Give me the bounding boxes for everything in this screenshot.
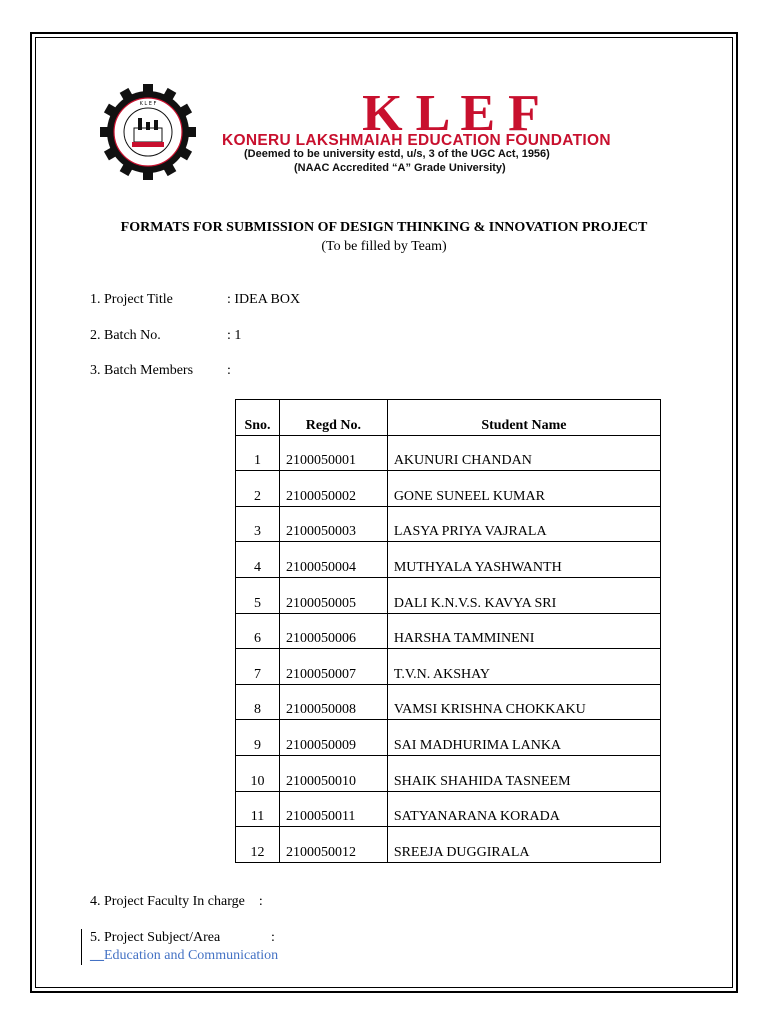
cell-sno: 9	[236, 720, 280, 756]
document-subtitle: (To be filled by Team)	[321, 239, 447, 254]
cell-regd-no: 2100050001	[279, 435, 387, 471]
tracked-change-bar	[81, 929, 82, 965]
table-row	[236, 506, 661, 542]
cell-sno: 8	[236, 684, 280, 720]
batch-no-field	[90, 328, 242, 344]
project-subject-value	[90, 948, 278, 964]
cell-sno: 12	[236, 827, 280, 863]
university-seal-logo	[84, 84, 216, 180]
table-row	[236, 755, 661, 791]
cell-student-name: LASYA PRIYA VAJRALA	[387, 506, 660, 542]
klef-wordmark	[328, 86, 574, 136]
cell-student-name: HARSHA TAMMINENI	[387, 613, 660, 649]
organization-subtitle-naac: (NAAC Accredited “A” Grade University)	[294, 162, 506, 174]
cell-student-name: SATYANARANA KORADA	[387, 791, 660, 827]
cell-student-name: SHAIK SHAHIDA TASNEEM	[387, 755, 660, 791]
project-subject-colon: :	[271, 930, 275, 945]
column-header-student-name: Student Name	[387, 400, 660, 436]
organization-name: KONERU LAKSHMAIAH EDUCATION FOUNDATION	[222, 132, 611, 149]
header-logo-area	[84, 84, 684, 184]
cell-regd-no: 2100050010	[279, 755, 387, 791]
cell-student-name: DALI K.N.V.S. KAVYA SRI	[387, 577, 660, 613]
project-title-value: : IDEA BOX	[227, 292, 301, 307]
cell-student-name: SREEJA DUGGIRALA	[387, 827, 660, 863]
batch-members-table	[235, 399, 661, 863]
cell-student-name: MUTHYALA YASHWANTH	[387, 542, 660, 578]
table-row	[236, 791, 661, 827]
table-row	[236, 613, 661, 649]
project-title-field	[90, 292, 301, 308]
project-faculty-label: 4. Project Faculty In charge :	[90, 894, 263, 909]
klef-wordmark-text: K L E F	[362, 86, 540, 136]
table-row	[236, 649, 661, 685]
cell-sno: 1	[236, 435, 280, 471]
document-title: FORMATS FOR SUBMISSION OF DESIGN THINKING & INNOVATION PROJECT	[120, 220, 648, 235]
cell-regd-no: 2100050006	[279, 613, 387, 649]
table-row	[236, 684, 661, 720]
cell-sno: 7	[236, 649, 280, 685]
column-header-sno: Sno.	[236, 400, 280, 436]
table-row	[236, 720, 661, 756]
cell-regd-no: 2100050011	[279, 791, 387, 827]
table-row	[236, 577, 661, 613]
cell-regd-no: 2100050009	[279, 720, 387, 756]
cell-regd-no: 2100050007	[279, 649, 387, 685]
batch-no-label: 2. Batch No.	[90, 328, 161, 343]
cell-regd-no: 2100050003	[279, 506, 387, 542]
table-row	[236, 435, 661, 471]
batch-members-field	[90, 363, 231, 379]
cell-regd-no: 2100050005	[279, 577, 387, 613]
tracked-insert-underline: __	[90, 948, 104, 963]
cell-sno: 5	[236, 577, 280, 613]
table-row	[236, 471, 661, 507]
cell-student-name: SAI MADHURIMA LANKA	[387, 720, 660, 756]
project-faculty-field	[90, 894, 263, 910]
cell-sno: 6	[236, 613, 280, 649]
cell-student-name: VAMSI KRISHNA CHOKKAKU	[387, 684, 660, 720]
project-subject-label: 5. Project Subject/Area	[90, 930, 221, 945]
batch-members-value: :	[227, 363, 231, 378]
cell-student-name: GONE SUNEEL KUMAR	[387, 471, 660, 507]
batch-members-label: 3. Batch Members	[90, 363, 194, 378]
cell-sno: 4	[236, 542, 280, 578]
cell-regd-no: 2100050002	[279, 471, 387, 507]
column-header-regd-no: Regd No.	[279, 400, 387, 436]
cell-regd-no: 2100050012	[279, 827, 387, 863]
table-row	[236, 827, 661, 863]
cell-sno: 11	[236, 791, 280, 827]
organization-subtitle-deemed: (Deemed to be university estd, u/s, 3 of the UGC Act, 1956)	[244, 148, 550, 160]
cell-student-name: T.V.N. AKSHAY	[387, 649, 660, 685]
cell-regd-no: 2100050008	[279, 684, 387, 720]
table-header-row	[236, 400, 661, 436]
table-row	[236, 542, 661, 578]
project-subject-field	[90, 930, 275, 946]
svg-text:K L E F: K L E F	[139, 101, 157, 107]
project-title-label: 1. Project Title	[90, 292, 173, 307]
cell-regd-no: 2100050004	[279, 542, 387, 578]
batch-no-value: : 1	[227, 328, 242, 343]
cell-student-name: AKUNURI CHANDAN	[387, 435, 660, 471]
cell-sno: 3	[236, 506, 280, 542]
cell-sno: 2	[236, 471, 280, 507]
cell-sno: 10	[236, 755, 280, 791]
project-subject-value-text: Education and Communication	[104, 948, 279, 963]
